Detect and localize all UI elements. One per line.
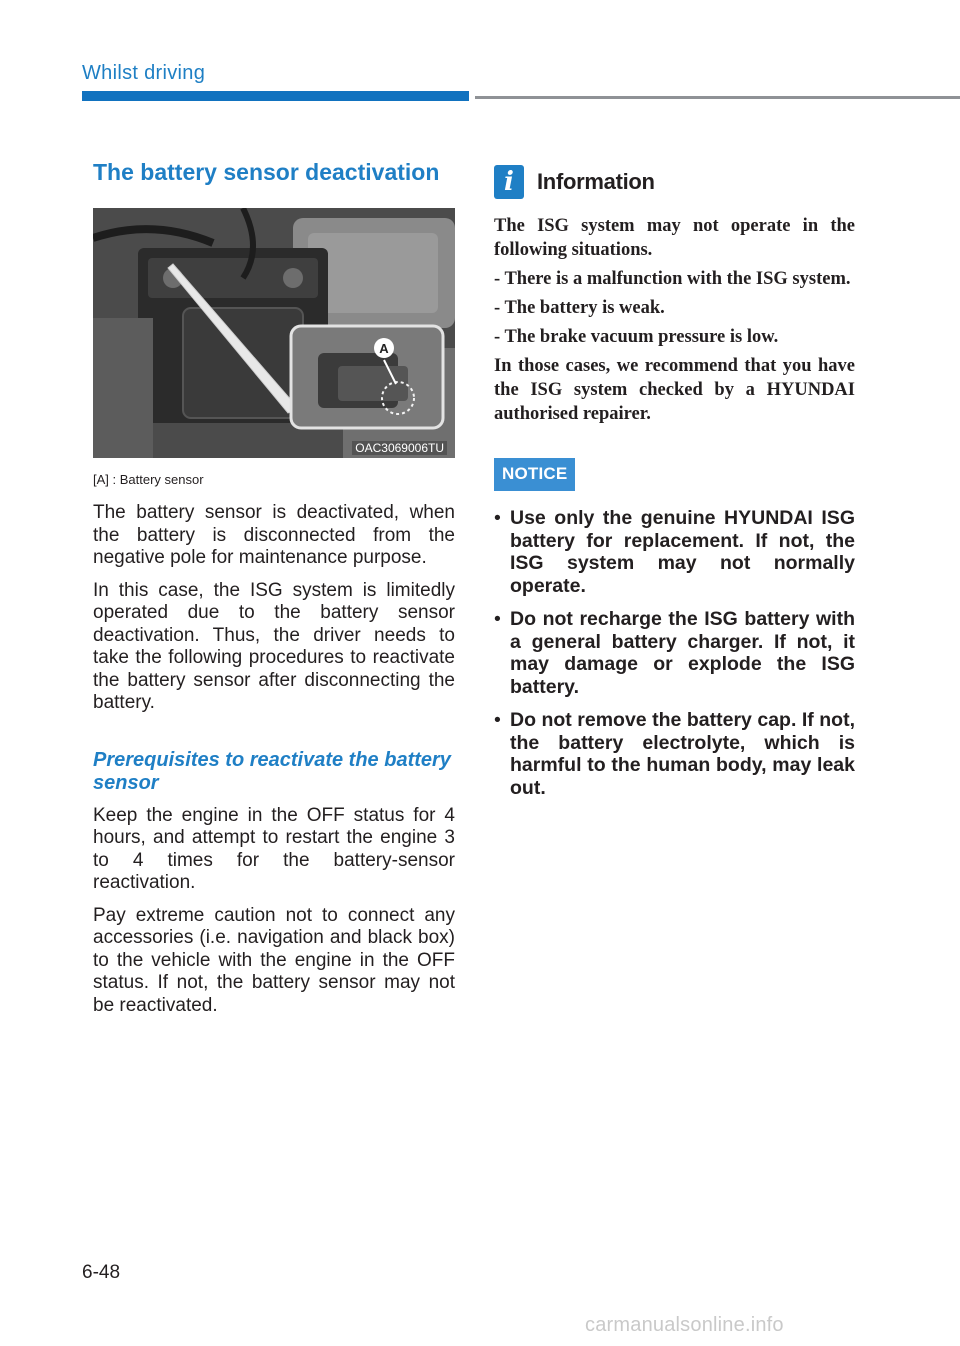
paragraph: Pay extreme caution not to connect any accessories (i.e. navigation and black box) to the vehicle with the engine in the OFF status. If not, the battery sensor may not be reactivated.	[93, 904, 455, 1016]
section-label: Whilst driving	[82, 62, 206, 84]
bullet-icon: •	[494, 709, 501, 731]
battery-sensor-photo	[93, 208, 455, 458]
right-column	[494, 164, 855, 810]
subheading: Prerequisites to reactivate the battery sensor	[93, 748, 451, 794]
list-item: - There is a malfunction with the ISG system.	[494, 269, 851, 289]
information-header	[494, 164, 855, 200]
notice-list	[494, 507, 855, 799]
list-item: • Do not recharge the ISG battery with a general battery charger. If not, it may damage or explode the ISG battery.	[494, 608, 855, 698]
information-title: Information	[537, 169, 655, 194]
information-list	[494, 267, 855, 349]
information-intro: The ISG system may not operate in the following situations.	[494, 216, 855, 260]
section-title: The battery sensor deactivation	[93, 159, 440, 185]
list-item: - The brake vacuum pressure is low.	[494, 327, 779, 347]
paragraph: In this case, the ISG system is limitedly operated due to the battery sensor deactivation. Thus, the driver needs to take the following procedures to reactivate the battery sensor after disconnecting the battery.	[93, 579, 455, 713]
notice-badge: NOTICE	[494, 458, 575, 491]
bullet-icon: •	[494, 507, 501, 529]
header-rule-gray	[475, 96, 960, 99]
list-item: - The battery is weak.	[494, 298, 665, 318]
engine-bay-illustration	[93, 208, 455, 458]
image-caption: [A] : Battery sensor	[93, 472, 204, 487]
page-number: 6-48	[82, 1262, 121, 1283]
image-code: OAC3069006TU	[352, 441, 447, 455]
watermark: carmanualsonline.info	[585, 1314, 784, 1336]
left-column	[93, 160, 455, 1017]
callout-letter: A	[379, 341, 389, 356]
information-icon: i	[494, 165, 524, 199]
list-item: • Use only the genuine HYUNDAI ISG battery for replacement. If not, the ISG system may not normally operate.	[494, 507, 855, 597]
list-item: • Do not remove the battery cap. If not, the battery electrolyte, which is harmful to the human body, may leak out.	[494, 709, 855, 799]
bullet-icon: •	[494, 608, 501, 630]
paragraph: The battery sensor is deactivated, when the battery is disconnected from the negative pole for maintenance purpose.	[93, 502, 455, 568]
paragraph: Keep the engine in the OFF status for 4 hours, and attempt to restart the engine 3 to 4 times for the battery-sensor reactivation.	[93, 804, 455, 893]
header-rule-blue	[82, 91, 469, 101]
information-outro: In those cases, we recommend that you have the ISG system checked by a HYUNDAI authorised repairer.	[494, 356, 855, 424]
